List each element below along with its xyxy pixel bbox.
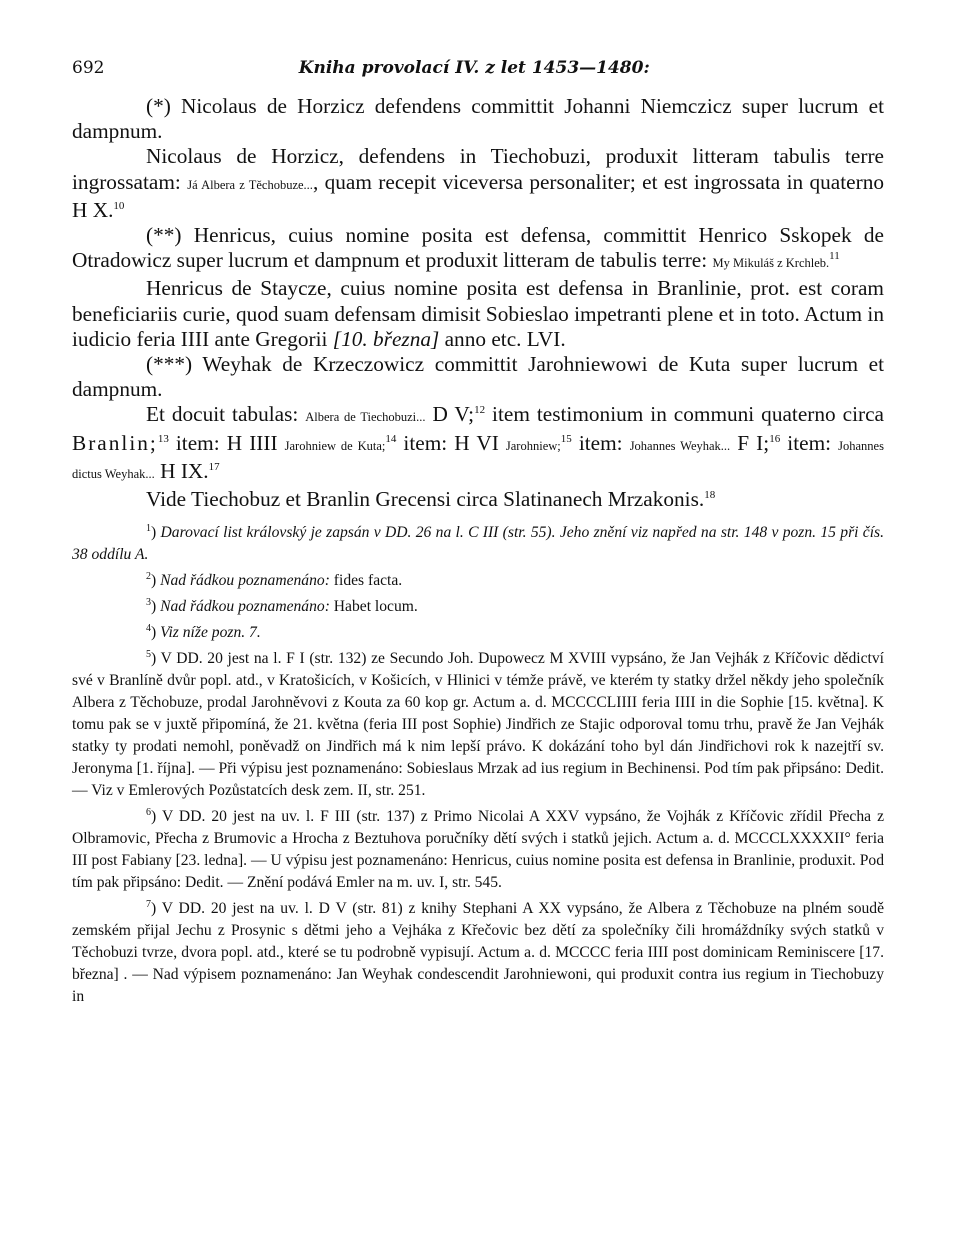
quoted-document: Johannes dictus Weyhak...: [72, 438, 884, 481]
paragraph-text: D V;: [432, 402, 475, 427]
paragraph-text: (**) Henricus, cuius nomine posita est defensa, committit Henrico Sskopek de Otradowicz super lucrum et dampnum et produxit litteram de tabulis terre:: [72, 223, 884, 273]
paragraph-text: Et docuit tabulas:: [146, 402, 299, 427]
paragraph: [72, 276, 884, 352]
paragraph-text: Branlin;: [72, 430, 158, 455]
paragraph-text: item: H IIII: [175, 430, 278, 455]
footnote: $^7$) V DD. 20 jest na uv. l. D V (str. 81) z knihy Stephani A XX vypsáno, že Albera z Těchobuze na plném soudě zemském přijal Jechu z Prosynic s dětmi jeho a Vejháka z Křečovic bez dětí za společníky čili hromáždníky svých statků v Těchobuzi tvrze, dvora popl. atd., které se tu podrobně vypisují. Actum a. d. MCCCC feria IIII post dominicam Reminiscere [17. března] . — Nad výpisem poznamenáno: Jan Weyhak condescendit Jarohniewoni, qui produxit contra ius regium in Tiechobuzy in: [72, 899, 885, 1006]
footnote-number: 3: [146, 597, 151, 609]
footnote: $^3$) Nad řádkou poznamenáno: Habet locum.: [146, 597, 418, 616]
page-number: 692: [72, 58, 105, 78]
paragraph-text: item testimonium in communi quaterno circa: [492, 402, 884, 427]
footnote-text: fides facta.: [333, 572, 403, 590]
quoted-document: Já Albera z Těchobuze...: [187, 177, 313, 192]
footnote-text: Darovací list královský je zapsán v DD. 26 na l. C III (str. 55). Jeho znění viz napřed na str. 148 v pozn. 15 při čís. 38 oddílu A.: [72, 524, 884, 564]
footnote-ref: 18: [704, 488, 716, 501]
paragraph: [72, 223, 884, 276]
footnote-text: V DD. 20 jest na uv. l. D V (str. 81) z knihy Stephani A XX vypsáno, že Albera z Těchobuze na plném soudě zemském přijal Jechu z Prosynic s dětmi jeho a Vejháka z Křečovic bez dětí za společníky čili hromáždníky svých statků v Těchobuzi tvrze, dvora popl. atd., které se tu podrobně vypisují. Actum a. d. MCCCC feria IIII post dominicam Reminiscere [17. března] . — Nad výpisem poznamenáno: Jan Weyhak condescendit Jarohniewoni, qui produxit contra ius regium in Tiechobuzy in: [72, 900, 885, 1006]
page: [72, 58, 884, 1012]
paragraph-text: anno etc. LVI.: [444, 326, 566, 351]
footnote-text: Nad řádkou poznamenáno:: [160, 572, 330, 590]
paragraph-text: item: H VI: [403, 430, 499, 455]
footnote-ref: 17: [208, 460, 220, 473]
date-note: [10. března]: [332, 326, 440, 351]
footnote-number: 7: [146, 899, 151, 911]
footnotes: [72, 522, 884, 1008]
paragraph-text: (*) Nicolaus de Horzicz defendens committit Johanni Niemczicz super lucrum et dampnum.: [72, 94, 884, 144]
footnote-ref: 16: [769, 432, 781, 445]
paragraph-text: (***) Weyhak de Krzeczowicz committit Jarohniewowi de Kuta super lucrum et dampnum.: [72, 352, 884, 402]
paragraph-text: Vide Tiechobuz et Branlin Grecensi circa Slatinanech Mrzakonis.: [146, 487, 705, 512]
paragraph: [72, 144, 884, 223]
footnote-text: Habet locum.: [333, 598, 418, 616]
footnote-text: V DD. 20 jest na uv. l. F III (str. 137) z Primo Nicolai A XXV vypsáno, že Vojhák z Kříčovic zřídil Přecha z Olbramovic, Přecha z Brumovic a Hrocha z Beztuhova poručníky dětí svých i statků jejich. Actum a. d. MCCCLXXXXII° feria III post Fabiany [23. ledna]. — U výpisu jest poznamenáno: Henricus, cuius nomine posita est defensa in Branlinie, produxit. Pod tím pak připsáno: Dedit. — Znění podává Emler na m. uv. I, str. 545.: [72, 808, 885, 892]
paragraph: [72, 94, 884, 144]
footnote-ref: 12: [474, 404, 486, 417]
footnote: $^1$) Darovací list královský je zapsán v DD. 26 na l. C III (str. 55). Jeho znění viz napřed na str. 148 v pozn. 15 při čís. 38 oddílu A.: [72, 523, 884, 564]
paragraph-text: Henricus de Staycze, cuius nomine posita est defensa in Branlinie, prot. est coram beneficiariis curie, quod suam defensam dimisit Sobieslao impetranti plene et in toto. Actum in iudicio feria IIII ante Gregorii: [72, 276, 884, 351]
footnote-number: 5: [146, 649, 151, 661]
main-text: [72, 94, 884, 512]
paragraph: [72, 352, 884, 402]
paragraph: [72, 487, 884, 512]
footnote: $^2$) Nad řádkou poznamenáno: fides facta.: [146, 571, 403, 590]
footnote-ref: 14: [385, 432, 397, 445]
paragraph-text: item:: [787, 430, 832, 455]
footnote-text: V DD. 20 jest na l. F I (str. 132) ze Secundo Joh. Dupowecz M XVIII vypsáno, že Jan Vejhák z Kříčovic dědictví své v Branlíně dvůr popl. atd., v Kratošicích, v Košicích, v Hlinici v témže právě, ve kterém ty statky držel někdy jeho společník Albera z Těchobuze, prodal Jarohněvovi z Kouta za 60 kop gr. Actum a. d. MCCCCLIIII feria IIII in die Sophie [15. května]. K tomu pak se v juxtě připomíná, že 21. května (feria III post Sophie) Jindřich ze Stajic odporoval tomu trhu, pravě že Jan Vejhák statky ty prodati nemohl, poněvadž on Jindřich má k nim lepší právo. K dokázání toho byl dán Jindřichovi rok k nazejtří sv. Jeronyma [1. října]. — Při výpisu jest poznamenáno: Sobieslaus Mrzak ad ius regium in Bechinensi. Pod tím pak připsáno: Dedit. — Viz v Emlerových Pozůstatcích desk zem. II, str. 251.: [72, 650, 884, 800]
footnote-number: 4: [146, 623, 151, 635]
footnote-ref: 13: [157, 432, 169, 445]
footnote: $^6$) V DD. 20 jest na uv. l. F III (str. 137) z Primo Nicolai A XXV vypsáno, že Vojhák z Kříčovic zřídil Přecha z Olbramovic, Přecha z Brumovic a Hrocha z Beztuhova poručníky dětí svých i statků jejich. Actum a. d. MCCCLXXXXII° feria III post Fabiany [23. ledna]. — U výpisu jest poznamenáno: Henricus, cuius nomine posita est defensa in Branlinie, produxit. Pod tím pak připsáno: Dedit. — Znění podává Emler na m. uv. I, str. 545.: [72, 807, 885, 892]
quoted-document: Johannes Weyhak...: [629, 438, 731, 453]
paragraph: [72, 402, 884, 487]
quoted-document: Albera de Tiechobuzi...: [305, 410, 426, 425]
quoted-document: Jarohniew;: [505, 438, 561, 453]
footnote-text: Viz níže pozn. 7.: [160, 624, 261, 642]
footnote-number: 2: [146, 571, 151, 583]
quoted-document: Jarohniew de Kuta;: [284, 438, 386, 453]
footnote-number: 6: [146, 807, 151, 819]
paragraph-text: , quam recepit viceversa personaliter; et est ingrossata in quaterno H X.: [72, 169, 884, 222]
quoted-document: My Mikuláš z Krchleb.: [712, 256, 830, 271]
footnote-text: Nad řádkou poznamenáno:: [160, 598, 330, 616]
paragraph-text: F I;: [737, 430, 770, 455]
running-title: Kniha provolací IV. z let 1453—1480:: [298, 58, 650, 78]
footnote: $^4$) Viz níže pozn. 7.: [146, 623, 261, 642]
footnote-ref: 15: [560, 432, 572, 445]
paragraph-text: Nicolaus de Horzicz, defendens in Tiechobuzi, produxit litteram tabulis terre ingrossatam:: [72, 144, 884, 194]
footnote-ref: 10: [113, 199, 125, 212]
footnote: $^5$) V DD. 20 jest na l. F I (str. 132) ze Secundo Joh. Dupowecz M XVIII vypsáno, že Jan Vejhák z Kříčovic dědictví své v Branlíně dvůr popl. atd., v Kratošicích, v Košicích, v Hlinici v témže právě, ve kterém ty statky držel někdy jeho společník Albera z Těchobuze, prodal Jarohněvovi z Kouta za 60 kop gr. Actum a. d. MCCCCLIIII feria IIII in die Sophie [15. května]. K tomu pak se v juxtě připomíná, že 21. května (feria III post Sophie) Jindřich ze Stajic odporoval tomu trhu, pravě že Jan Vejhák statky ty prodati nemohl, poněvadž on Jindřich má k nim lepší právo. K dokázání toho byl dán Jindřichovi rok k nazejtří sv. Jeronyma [1. října]. — Při výpisu jest poznamenáno: Sobieslaus Mrzak ad ius regium in Bechinensi. Pod tím pak připsáno: Dedit. — Viz v Emlerových Pozůstatcích desk zem. II, str. 251.: [72, 649, 884, 800]
footnote-number: 1: [146, 523, 151, 535]
paragraph-text: item:: [578, 430, 623, 455]
paragraph-text: H IX.: [160, 458, 209, 483]
page-header: [72, 58, 884, 88]
footnote-ref: 11: [829, 250, 840, 263]
